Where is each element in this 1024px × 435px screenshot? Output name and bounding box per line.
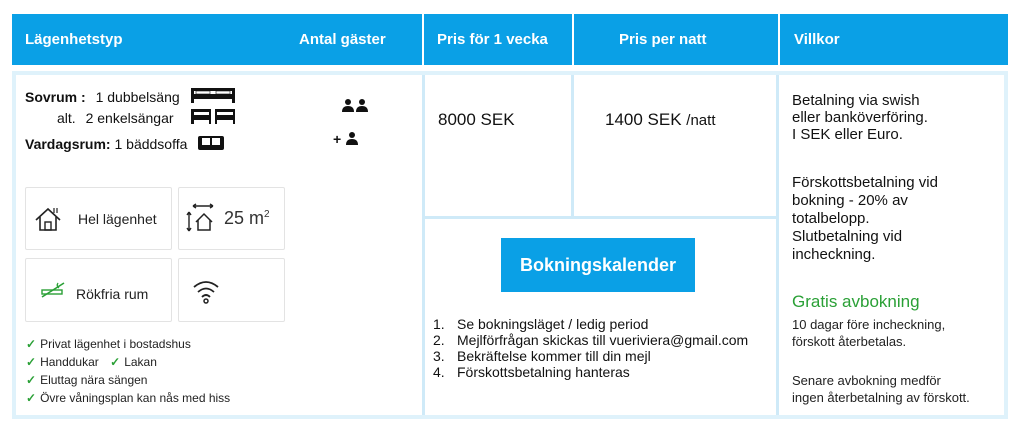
livingroom-row <box>25 136 187 152</box>
header-divider <box>778 14 780 65</box>
column-divider <box>571 75 574 217</box>
week-price: 8000 SEK <box>438 110 515 129</box>
row-divider <box>424 216 776 219</box>
house-icon <box>34 206 62 232</box>
column-divider <box>776 75 779 415</box>
feature-wifi <box>178 258 285 322</box>
free-cancellation-text: 10 dagar före incheckning, förskott återbetalas. <box>792 317 946 349</box>
area-unit: m <box>249 208 265 228</box>
booking-step: 4. Förskottsbetalning hanteras <box>433 364 630 380</box>
booking-step: 2. Mejlförfrågan skickas till vueriviera@gmail.com <box>433 332 749 348</box>
bedroom-value: 1 dubbelsäng <box>95 89 180 105</box>
area-value: 25 <box>224 208 245 228</box>
check-icon: ✓ <box>26 373 37 387</box>
two-guests-icon <box>341 98 369 112</box>
no-smoking-icon <box>40 281 66 299</box>
header-night-price: Pris per natt <box>619 31 707 48</box>
wifi-icon <box>191 277 221 305</box>
bedroom-label: Sovrum : <box>25 89 86 105</box>
feature-non-smoking <box>25 258 172 322</box>
late-cancellation-text: Senare avbokning medför ingen återbetalning av förskott. <box>792 373 970 405</box>
alt-value: 2 enkelsängar <box>85 110 174 126</box>
bedroom-row <box>25 89 180 105</box>
double-bed-icon <box>190 86 236 104</box>
area-text <box>224 208 270 229</box>
check-icon: ✓ <box>110 355 121 369</box>
deposit-terms: Förskottsbetalning vid bokning - 20% av totalbelopp. Slutbetalning vid incheckning. <box>792 174 938 263</box>
feature-area <box>178 187 285 250</box>
header-divider <box>422 14 424 65</box>
single-beds-icon <box>190 107 236 125</box>
livingroom-value: 1 bäddsoffa <box>114 136 188 152</box>
payment-terms: Betalning via swish eller banköverföring. I SEK eller Euro. <box>792 92 928 143</box>
area-exponent: 2 <box>264 209 270 220</box>
amenity-item: ✓ Handdukar ✓ Lakan <box>26 355 157 369</box>
header-apartment-type: Lägenhetstyp <box>25 31 123 48</box>
alt-label: alt. <box>57 110 76 126</box>
area-size-icon <box>185 202 217 234</box>
night-price-unit: /natt <box>686 112 716 129</box>
table-header <box>12 14 1008 65</box>
booking-steps <box>433 316 748 380</box>
sofa-bed-icon <box>198 135 224 151</box>
feature-smoke-label: Rökfria rum <box>76 286 149 302</box>
booking-calendar-button[interactable]: Bokningskalender <box>501 238 695 292</box>
night-price-value: 1400 SEK <box>605 110 682 129</box>
amenity-item: ✓ Privat lägenhet i bostadshus <box>26 337 191 351</box>
free-cancellation-title: Gratis avbokning <box>792 292 920 311</box>
booking-step: 1. Se bokningsläget / ledig period <box>433 316 649 332</box>
extra-guest-plus: + <box>333 131 342 147</box>
amenity-item: ✓ Eluttag nära sängen <box>26 373 148 387</box>
header-terms: Villkor <box>794 31 840 48</box>
booking-step: 3. Bekräftelse kommer till din mejl <box>433 348 651 364</box>
check-icon: ✓ <box>26 337 37 351</box>
feature-whole-label: Hel lägenhet <box>78 211 157 227</box>
extra-guest-icon <box>346 131 358 145</box>
column-divider <box>422 75 425 415</box>
feature-whole-apartment <box>25 187 172 250</box>
header-guests: Antal gäster <box>299 31 386 48</box>
header-divider <box>572 14 574 65</box>
check-icon: ✓ <box>26 355 37 369</box>
alt-row <box>57 110 174 126</box>
header-week-price: Pris för 1 vecka <box>437 31 548 48</box>
night-price <box>605 110 715 130</box>
amenity-item: ✓ Övre våningsplan kan nås med hiss <box>26 391 231 405</box>
livingroom-label: Vardagsrum: <box>25 136 111 152</box>
check-icon: ✓ <box>26 391 37 405</box>
